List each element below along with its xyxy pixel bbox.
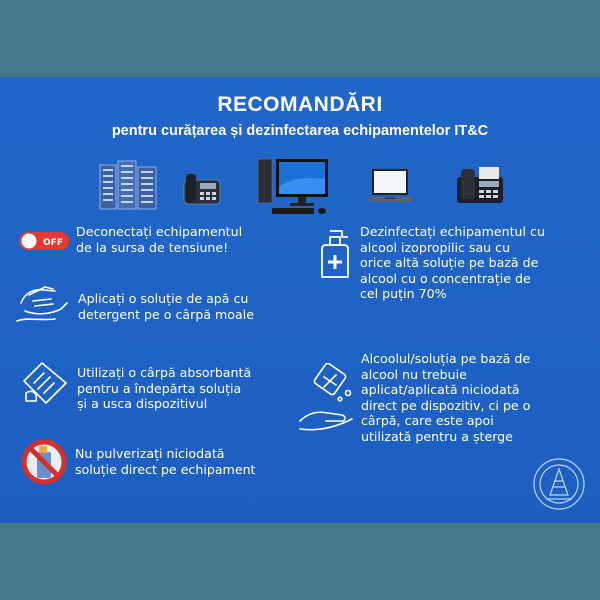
- poster-subtitle: pentru curățarea și dezinfectarea echipamentelor IT&C: [111, 123, 489, 139]
- tip-line: alcool cu o concentrație de: [360, 270, 531, 286]
- tip-line: pentru a îndepărta soluția: [77, 380, 242, 396]
- tip-absorbent-cloth-text: [77, 365, 251, 412]
- toggle-off-label: OFF: [43, 238, 63, 248]
- wiping-hand-icon: [15, 281, 71, 325]
- tip-alcohol-warning-text: [361, 351, 530, 444]
- tip-line: alcool izopropilic sau cu: [360, 239, 511, 255]
- tip-line: cel puțin 70%: [360, 286, 447, 301]
- desktop-computer-icon: [254, 157, 336, 217]
- bottom-frame-band: [0, 523, 600, 600]
- tip-line: și a usca dispozitivul: [77, 396, 208, 411]
- tip-line: alcool nu trebuie: [361, 366, 467, 382]
- tip-disinfect-text: [360, 224, 545, 302]
- absorbent-cloth-icon: [20, 359, 70, 407]
- institution-seal-icon: [532, 457, 586, 511]
- tip-apply-solution-text: [78, 291, 254, 322]
- tip-line: aplicat/aplicată niciodată: [361, 382, 520, 397]
- tip-line: de la sursa de tensiune!: [76, 239, 229, 255]
- tip-no-spray-text: [75, 446, 256, 477]
- hand-sanitizing-icon: [296, 363, 360, 435]
- top-frame-band: [0, 0, 600, 77]
- tip-line: utilizată pentru a șterge: [361, 428, 513, 444]
- poster-title: RECOMANDĂRI: [217, 93, 383, 116]
- tip-line: orice altă soluție pe bază de: [360, 255, 539, 270]
- tip-line: cârpă, care este apoi: [361, 413, 494, 428]
- laptop-icon: [365, 167, 415, 205]
- recommendations-poster: [0, 77, 600, 523]
- tip-line: Aplicați o soluție de apă cu: [78, 291, 249, 306]
- tip-line: Deconectați echipamentul: [76, 224, 243, 239]
- tip-disconnect-text: [76, 224, 242, 255]
- fax-machine-icon: [455, 165, 505, 205]
- sanitizer-bottle-icon: [312, 229, 356, 281]
- desk-phone-icon: [182, 172, 222, 206]
- tip-line: Nu pulverizați niciodată: [75, 446, 225, 461]
- tip-line: Dezinfectați echipamentul cu: [360, 224, 545, 239]
- server-rack-icon: [98, 159, 160, 211]
- tip-line: detergent pe o cârpă moale: [78, 306, 254, 322]
- no-spray-icon: [20, 438, 68, 486]
- tip-line: direct pe dispozitiv, ci pe o: [361, 397, 531, 413]
- power-off-toggle-icon: [18, 231, 70, 251]
- tip-line: soluție direct pe echipament: [75, 461, 256, 477]
- tip-line: Utilizați o cârpă absorbantă: [77, 365, 252, 380]
- tip-line: Alcoolul/soluția pe bază de: [361, 351, 531, 366]
